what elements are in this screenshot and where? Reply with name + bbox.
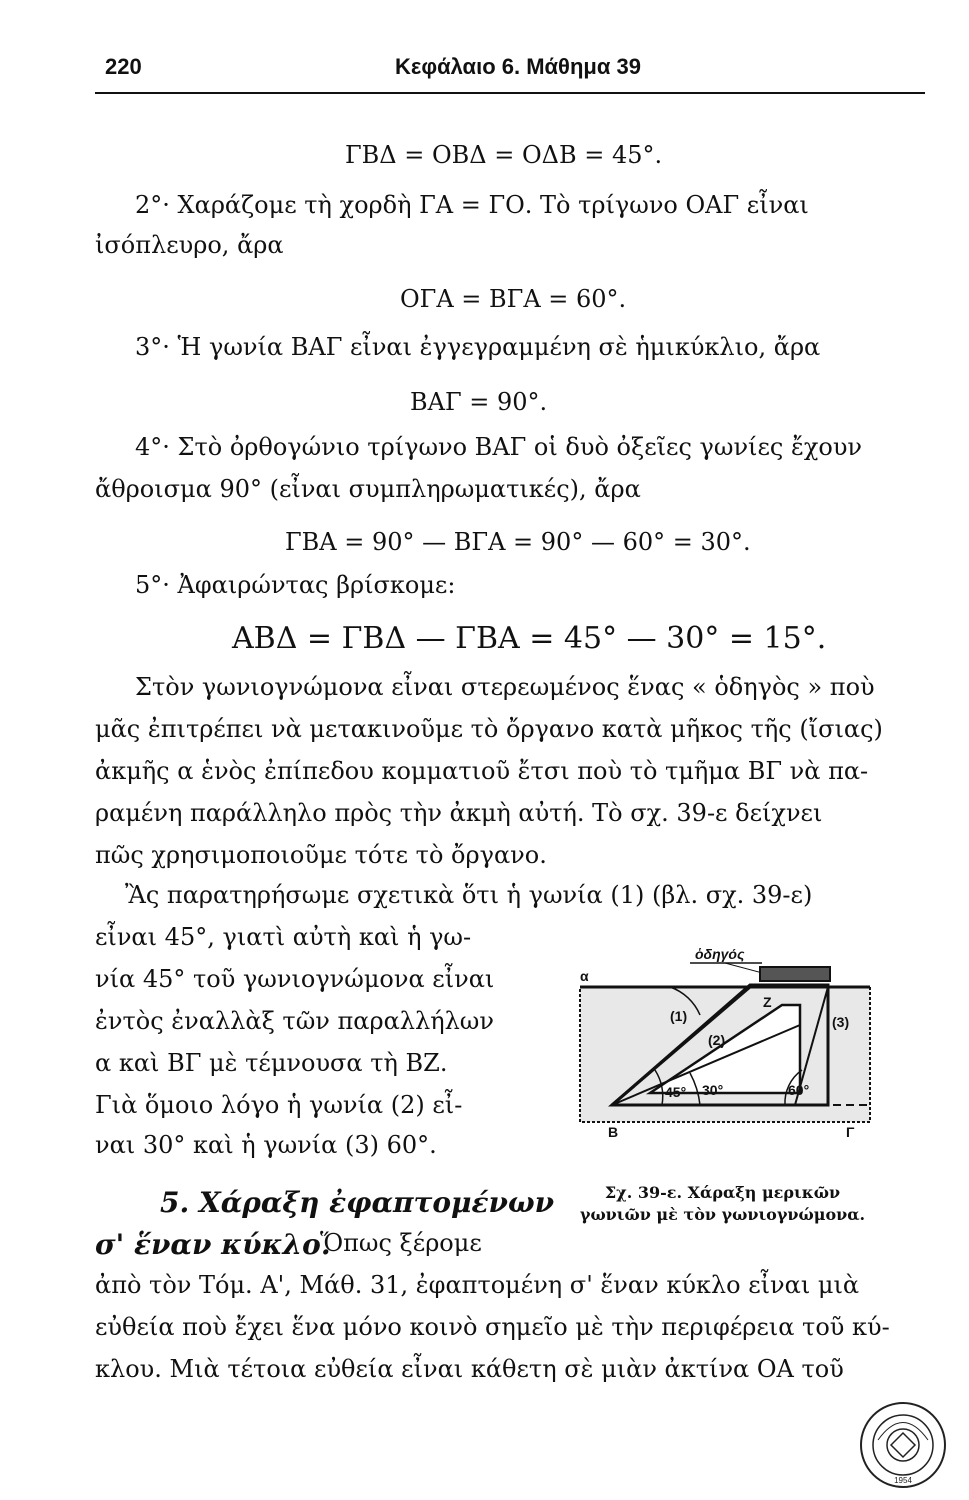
figure-label-angle-3: (3) bbox=[832, 1014, 850, 1030]
paragraph-3-line-c: κλου. Μιὰ τέτοια εὐθεία εἶναι κάθετη σὲ μιὰν ἀκτίνα ΟΑ τοῦ bbox=[95, 1355, 844, 1383]
paragraph-1-line-d: ραμένη παράλληλο πρὸς τὴν ἀκμὴ αὐτή. Τὸ σχ. 39-ε δείχνει bbox=[95, 799, 823, 827]
paragraph-2-line-d: ἐντὸς ἐναλλὰξ τῶν παραλλήλων bbox=[95, 1007, 494, 1035]
figure-label-G: Γ bbox=[846, 1124, 855, 1140]
figure-caption bbox=[555, 1182, 890, 1226]
figure-label-Z: Z bbox=[763, 994, 772, 1010]
paragraph-2-line-e: α καὶ ΒΓ μὲ τέμνουσα τὴ ΒΖ. bbox=[95, 1049, 448, 1077]
figure-label-guide: ὁδηγός bbox=[695, 946, 745, 962]
page-number: 220 bbox=[105, 54, 142, 79]
text-line-4a: 4°· Στὸ ὀρθογώνιο τρίγωνο ΒΑΓ οἱ δυὸ ὀξεῖες γωνίες ἔχουν bbox=[135, 433, 863, 461]
figure-label-a: α bbox=[580, 968, 589, 984]
section-text-start: Ὅπως ξέρομε bbox=[320, 1229, 482, 1257]
running-head: Κεφάλαιο 6. Μάθημα 39 bbox=[395, 54, 641, 79]
paragraph-1-line-e: πῶς χρησιμοποιοῦμε τότε τὸ ὄργανο. bbox=[95, 841, 547, 869]
section-heading: 5. Χάραξη ἐφαπτομένων bbox=[160, 1186, 555, 1219]
guide-bar bbox=[760, 967, 830, 981]
figure-label-angle-1: (1) bbox=[670, 1008, 688, 1024]
paragraph-1-line-b: μᾶς ἐπιτρέπει νὰ μετακινοῦμε τὸ ὄργανο κατὰ μῆκος τῆς (ἴσιας) bbox=[95, 715, 883, 743]
paragraph-3-line-b: εὐθεία ποὺ ἔχει ἕνα μόνο κοινὸ σημεῖο μὲ τὴν περιφέρεια τοῦ κύ- bbox=[95, 1313, 890, 1341]
caption-line-1: Σχ. 39-ε. Χάραξη μερικῶν bbox=[604, 1183, 841, 1202]
paragraph-3-line-a: ἀπὸ τὸν Τόμ. Α', Μάθ. 31, ἐφαπτομένη σ' ἕναν κύκλο εἶναι μιὰ bbox=[95, 1271, 860, 1299]
paragraph-2-line-f: Γιὰ ὅμοιο λόγο ἡ γωνία (2) εἶ- bbox=[95, 1091, 463, 1119]
text-line-3: 3°· Ἡ γωνία ΒΑΓ εἶναι ἐγγεγραμμένη σὲ ἡμικύκλιο, ἄρα bbox=[135, 333, 821, 361]
equation-5: ΑΒΔ = ΓΒΔ — ΓΒΑ = 45° — 30° = 15°. bbox=[232, 621, 827, 656]
text-line-2b: ἰσόπλευρο, ἄρα bbox=[95, 231, 284, 259]
figure-label-30: 30° bbox=[702, 1082, 724, 1098]
caption-line-2: γωνιῶν μὲ τὸν γωνιογνώμονα. bbox=[579, 1205, 866, 1224]
text-line-4b: ἄθροισμα 90° (εἶναι συμπληρωματικές), ἄρα bbox=[95, 475, 641, 503]
paragraph-2-line-b: εἶναι 45°, γιατὶ αὐτὴ καὶ ἡ γω- bbox=[95, 923, 472, 951]
text-line-2a: 2°· Χαράζομε τὴ χορδὴ ΓΑ = ΓΟ. Τὸ τρίγωνο ΟΑΓ εἶναι bbox=[135, 191, 809, 219]
paragraph-2-line-a: Ἂς παρατηρήσωμε σχετικὰ ὅτι ἡ γωνία (1) (βλ. σχ. 39-ε) bbox=[125, 881, 813, 909]
section-heading-cont: σ' ἕναν κύκλο. bbox=[95, 1228, 331, 1261]
paragraph-1-line-c: ἀκμῆς α ἑνὸς ἐπίπεδου κομματιοῦ ἔτσι ποὺ τὸ τμῆμα ΒΓ νὰ πα- bbox=[95, 757, 869, 785]
figure-label-B: Β bbox=[608, 1124, 619, 1140]
equation-3: ΒΑΓ = 90°. bbox=[410, 388, 548, 416]
figure-label-angle-2: (2) bbox=[708, 1032, 726, 1048]
figure-label-60: 60° bbox=[788, 1082, 810, 1098]
library-seal bbox=[858, 1400, 948, 1490]
paragraph-2-line-g: ναι 30° καὶ ἡ γωνία (3) 60°. bbox=[95, 1131, 437, 1159]
equation-4: ΓΒΑ = 90° — ΒΓΑ = 90° — 60° = 30°. bbox=[285, 528, 751, 556]
paragraph-1-line-a: Στὸν γωνιογνώμονα εἶναι στερεωμένος ἕνας « ὁδηγὸς » ποὺ bbox=[135, 673, 875, 701]
equation-1: ΓΒΔ = ΟΒΔ = ΟΔΒ = 45°. bbox=[345, 141, 663, 169]
page-header bbox=[95, 48, 925, 94]
paragraph-2-line-c: νία 45° τοῦ γωνιογνώμονα εἶναι bbox=[95, 965, 495, 993]
text-line-5: 5°· Ἀφαιρώντας βρίσκομε: bbox=[135, 571, 456, 599]
svg-text:1954: 1954 bbox=[894, 1476, 912, 1485]
equation-2: ΟΓΑ = ΒΓΑ = 60°. bbox=[400, 285, 627, 313]
figure-39e bbox=[550, 945, 880, 1145]
figure-label-45: 45° bbox=[665, 1084, 687, 1100]
